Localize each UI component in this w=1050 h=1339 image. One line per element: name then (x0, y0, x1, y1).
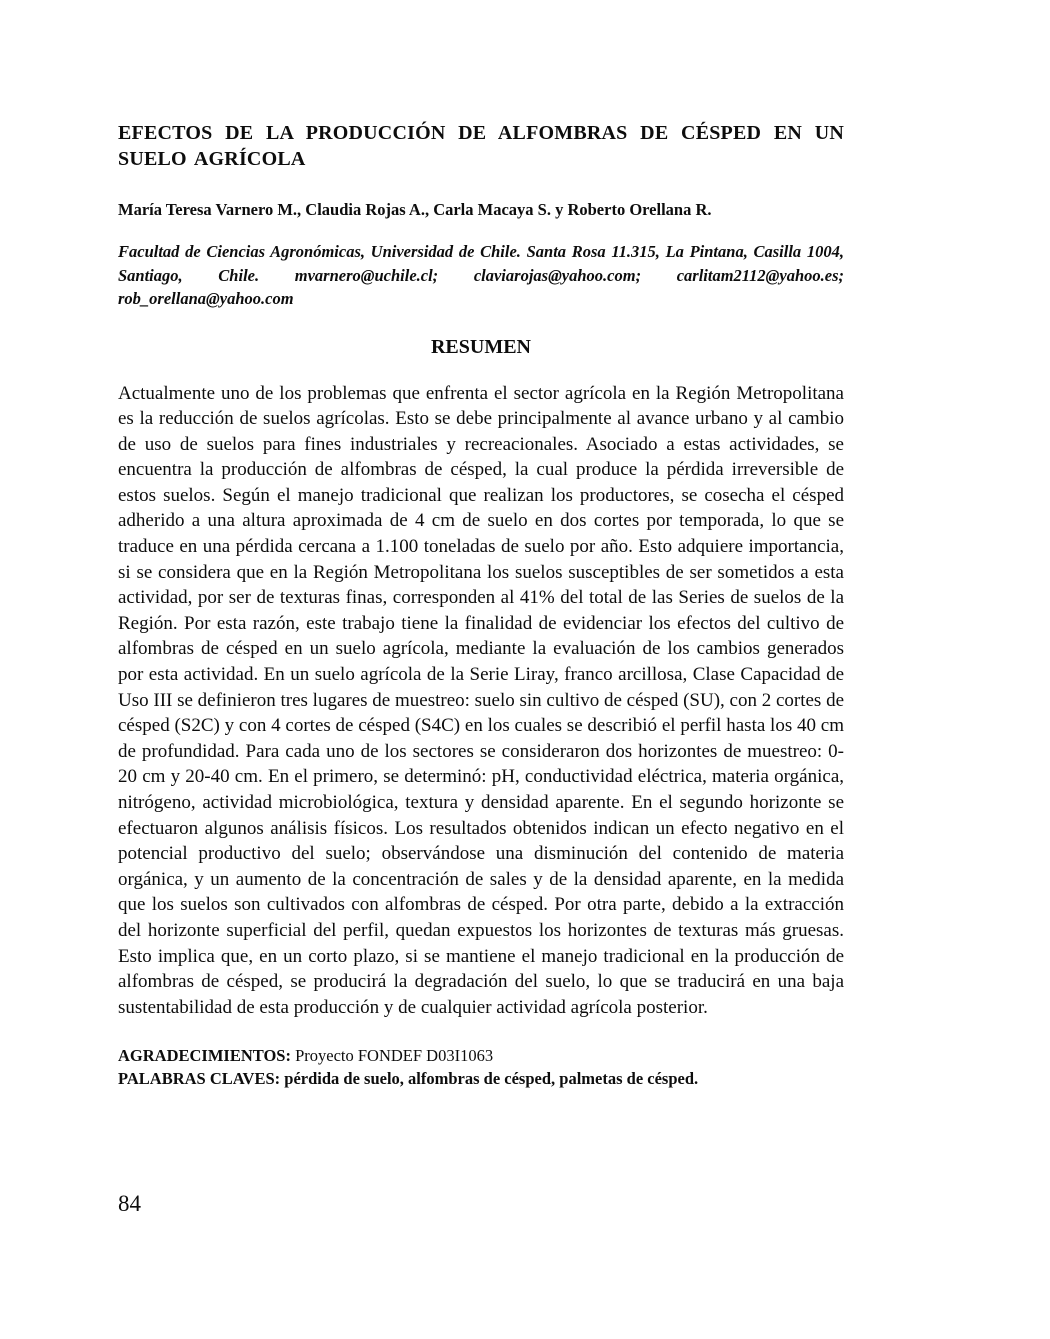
paper-title: EFECTOS DE LA PRODUCCIÓN DE ALFOMBRAS DE CÉSPED EN UN SUELO AGRÍCOLA (118, 122, 844, 170)
paper-content (118, 120, 844, 1090)
keywords-label: PALABRAS CLAVES: (118, 1068, 281, 1088)
page-number: 84 (118, 1191, 141, 1216)
acknowledgements-text: Proyecto FONDEF D03I1063 (295, 1046, 494, 1066)
paper-affiliation: Facultad de Ciencias Agronómicas, Universidad de Chile. Santa Rosa 11.315, La Pintana, Casilla 1004, Santiago, Chile. mvarnero@uchile.cl; claviarojas@yahoo.com; carlitam2112@yahoo.es; rob_orellana@yahoo.com (118, 242, 844, 308)
acknowledgements-label: AGRADECIMIENTOS: (118, 1046, 291, 1066)
keywords-text: pérdida de suelo, alfombras de césped, palmetas de césped. (284, 1068, 699, 1088)
acknowledgements-line (118, 1045, 844, 1068)
paper-meta (118, 1045, 844, 1090)
keywords-line (118, 1068, 844, 1091)
abstract-heading: RESUMEN (430, 335, 531, 358)
paper-authors: María Teresa Varnero M., Claudia Rojas A., Carla Macaya S. y Roberto Orellana R. (118, 200, 712, 219)
abstract-text: Actualmente uno de los problemas que enfrenta el sector agrícola en la Región Metropolitana es la reducción de suelos agrícolas. Esto se debe principalmente al avance urbano y al cambio de uso de suelos para fines industriales y recreacionales. Asociado a estas actividades, se encuentra la producción de alfombras de césped, la cual produce la pérdida irreversible de estos suelos. Según el manejo tradicional que realizan los productores, se cosecha el césped adherido a una altura aproximada de 4 cm de suelo en dos cortes por temporada, lo que se traduce en una pérdida cercana a 1.100 toneladas de suelo por año. Esto adquiere importancia, si se considera que en la Región Metropolitana los suelos susceptibles de ser sometidos a esta actividad, por ser de texturas finas, corresponden al 41% del total de las Series de suelos de la Región. Por esta razón, este trabajo tiene la finalidad de evidenciar los efectos del cultivo de alfombras de césped en un suelo agrícola, mediante la evaluación de los cambios generados por esta actividad. En un suelo agrícola de la Serie Liray, franco arcillosa, Clase Capacidad de Uso III se definieron tres lugares de muestreo: suelo sin cultivo de césped (SU), con 2 cortes de césped (S2C) y con 4 cortes de césped (S4C) en los cuales se describió el perfil hasta los 40 cm de profundidad. Para cada uno de los sectores se consideraron dos horizontes de muestreo: 0-20 cm y 20-40 cm. En el primero, se determinó: pH, conductividad eléctrica, materia orgánica, nitrógeno, actividad microbiológica, textura y densidad aparente. En el segundo horizonte se efectuaron algunos análisis físicos. Los resultados obtenidos indican un efecto negativo en el potencial productivo del suelo; observándose una disminución del contenido de materia orgánica, y un aumento de la concentración de sales y de la densidad aparente, en la medida que los suelos son cultivados con alfombras de césped. Por otra parte, debido a la extracción del horizonte superficial del perfil, quedan expuestos los horizontes de texturas más gruesas. Esto implica que, en un corto plazo, si se mantiene el manejo tradicional en la producción de alfombras de césped, se producirá la degradación del suelo, lo que se traducirá en una baja sustentabilidad de esta producción y de cualquier actividad agrícola posterior. (118, 382, 845, 1018)
